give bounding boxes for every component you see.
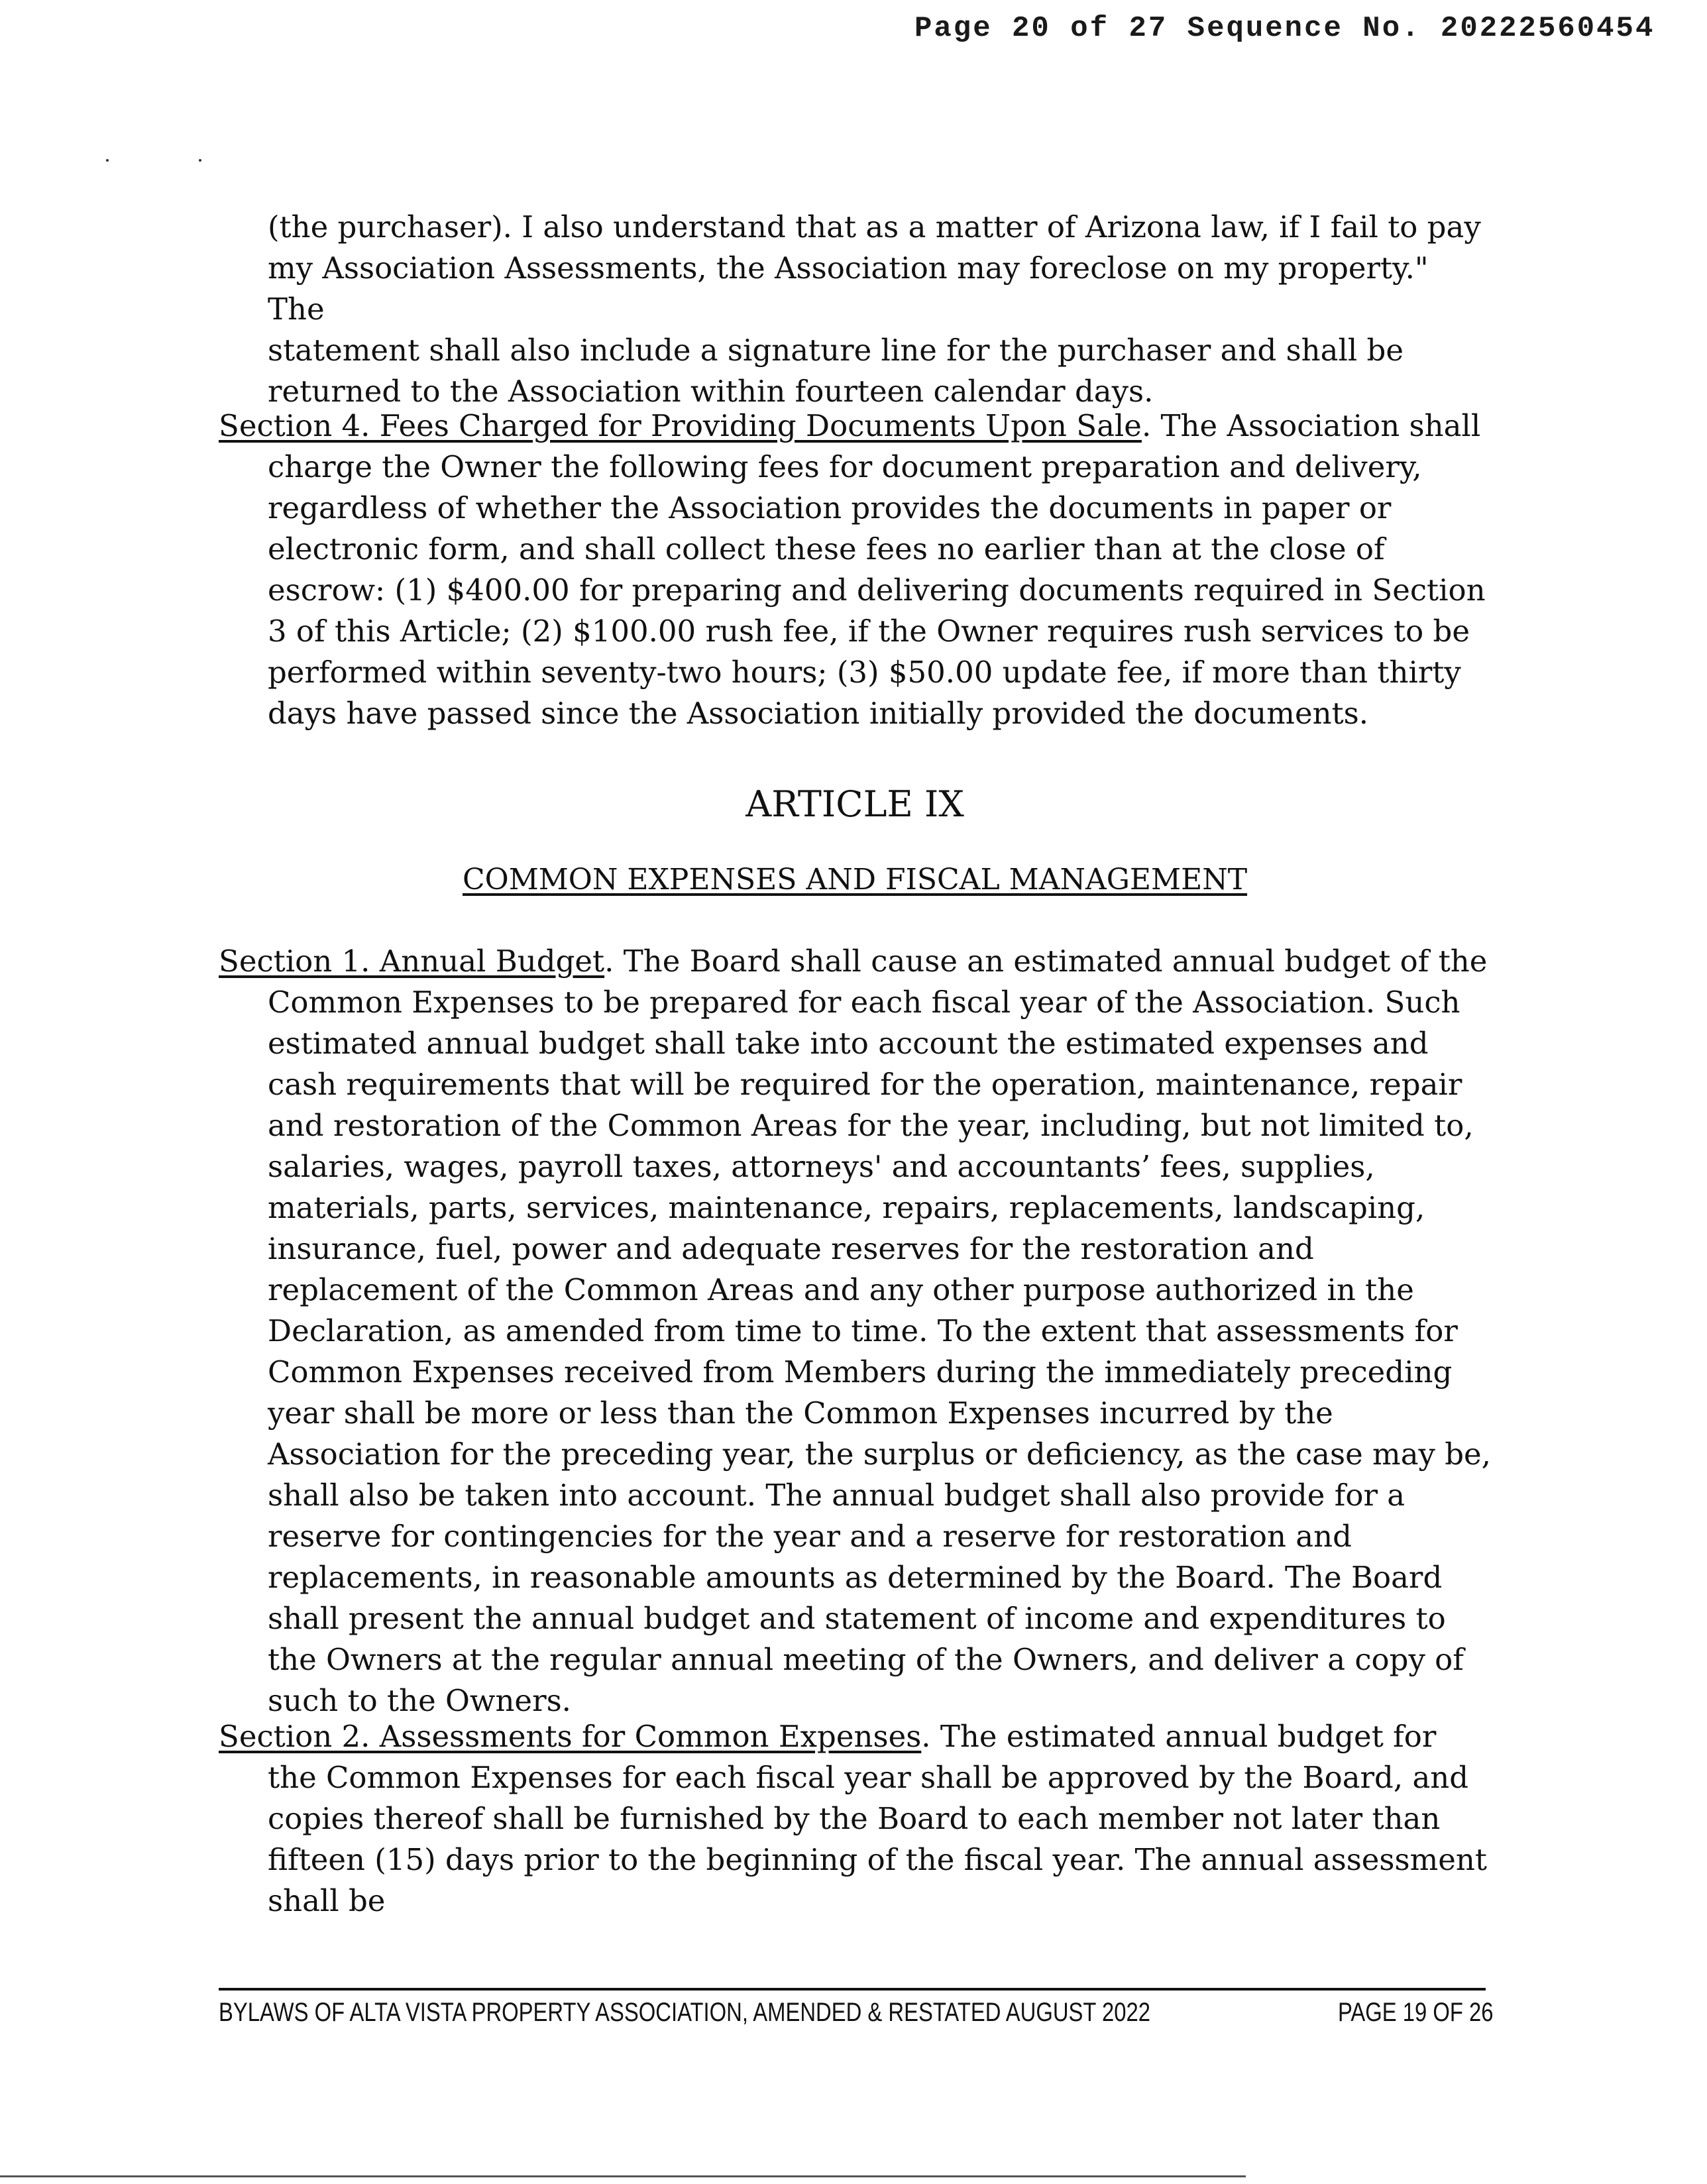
continued-line: (the purchaser). I also understand that as a matter of Arizona law, if I fail to pay [268, 209, 1481, 245]
section-4-heading: Section 4. Fees Charged for Providing Documents Upon Sale [219, 408, 1142, 443]
section-2-heading: Section 2. Assessments for Common Expenses [219, 1719, 922, 1754]
section-1-heading: Section 1. Annual Budget [219, 944, 605, 979]
section-4-paragraph [219, 406, 1491, 734]
section-2-text: . The estimated annual budget for the Common Expenses for each fiscal year shall be approved by the Board, and copies thereof shall be furnished by the Board to each member not later than fifteen (15) days prior to the beginning of the fiscal year. The annual assessment shall be [268, 1719, 1487, 1918]
section-2-paragraph [219, 1716, 1491, 1922]
scan-speck [199, 159, 201, 162]
article-title: ARTICLE IX [745, 783, 964, 825]
section-1-text: . The Board shall cause an estimated annual budget of the Common Expenses to be prepared for each fiscal year of the Association. Such estimated annual budget shall take into account the estimated expenses and cash requirements that will be required for the operation, maintenance, repair and restoration of the Common Areas for the year, including, but not limited to, salaries, wages, payroll taxes, attorneys' and accountants’ fees, supplies, materials, parts, services, maintenance, repairs, replacements, landscaping, insurance, fuel, power and adequate reserves for the restoration and replacement of the Common Areas and any other purpose authorized in the Declaration, as amended from time to time. To the extent that assessments for Common Expenses received from Members during the immediately preceding year shall be more or less than the Common Expenses incurred by the Association for the preceding year, the surplus or deficiency, as the case may be, shall also be taken into account. The annual budget shall also provide for a reserve for contingencies for the year and a reserve for restoration and replacements, in reasonable amounts as determined by the Board. The Board shall present the annual budget and statement of income and expenditures to the Owners at the regular annual meeting of the Owners, and deliver a copy of such to the Owners. [268, 944, 1491, 1718]
footer-rule [219, 1988, 1486, 1991]
footer-document-title: BYLAWS OF ALTA VISTA PROPERTY ASSOCIATION, AMENDED & RESTATED AUGUST 2022 [219, 1998, 1150, 2027]
continued-line: my Association Assessments, the Association may foreclose on my property." The [268, 250, 1429, 327]
continued-line: returned to the Association within fourteen calendar days. [268, 374, 1154, 409]
scan-speck [106, 159, 109, 162]
footer-page-number: PAGE 19 OF 26 [1337, 1998, 1494, 2027]
scan-edge-line [0, 2175, 1246, 2177]
section-4-text: . The Association shall charge the Owner the following fees for document preparation and delivery, regardless of whether the Association provides the documents in paper or electronic form, and shall collect these fees no earlier than at the close of escrow: (1) $400.00 for preparing and delivering documents required in Section 3 of this Article; (2) $100.00 rush fee, if the Owner requires rush services to be performed within seventy-two hours; (3) $50.00 update fee, if more than thirty days have passed since the Association initially provided the documents. [268, 408, 1486, 731]
section-1-paragraph [219, 941, 1491, 1721]
continued-line: statement shall also include a signature line for the purchaser and shall be [268, 333, 1404, 368]
page-sequence-stamp: Page 20 of 27 Sequence No. 20222560454 [914, 12, 1655, 45]
continued-paragraph [268, 207, 1491, 412]
article-subtitle: COMMON EXPENSES AND FISCAL MANAGEMENT [462, 863, 1248, 897]
